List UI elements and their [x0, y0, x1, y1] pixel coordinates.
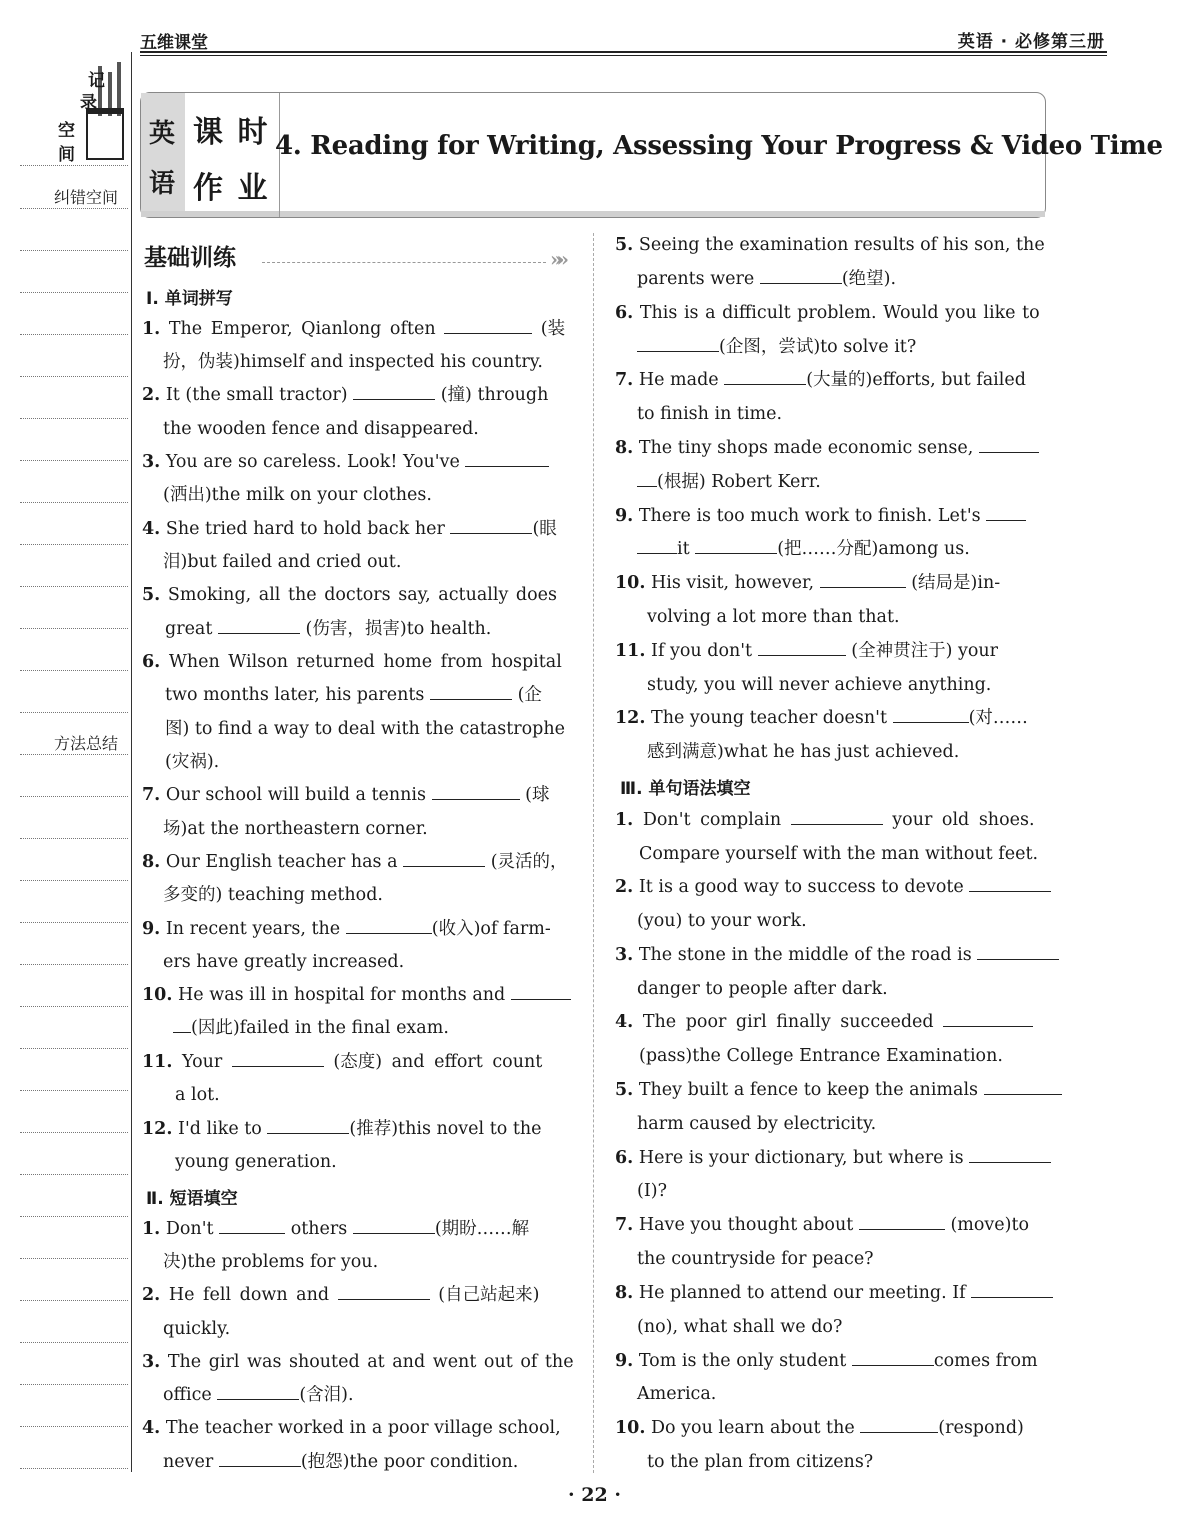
question-line: America. [637, 1384, 717, 1404]
subject-char: 语 [149, 169, 176, 199]
question-line: 8. He planned to attend our meeting. If [615, 1282, 1053, 1304]
question-line: danger to people after dark. [637, 979, 888, 999]
section-title: 基础训练 [144, 245, 236, 271]
note-char: 空 [58, 121, 75, 141]
margin-dotted-line [20, 1342, 128, 1343]
margin-dotted-line [20, 502, 128, 503]
section-dashed-rule [262, 262, 546, 263]
lesson-banner [140, 92, 1163, 218]
column-divider [593, 233, 594, 1473]
margin-dotted-line [20, 250, 128, 251]
question-line: 多变的) teaching method. [163, 885, 383, 905]
margin-dotted-line [20, 754, 128, 755]
question-line: 感到满意)what he has just achieved. [647, 742, 960, 762]
question-line: 11. If you don't (全神贯注于) your [615, 641, 999, 661]
margin-dotted-line [20, 544, 128, 545]
question-line: young generation. [175, 1152, 337, 1172]
question-line: 10. His visit, however, (结局是)in- [615, 573, 1001, 593]
question-line: 9. There is too much work to finish. Let's [615, 505, 1026, 527]
margin-dotted-line [20, 628, 128, 629]
question-line: 3. You are so careless. Look! You've [142, 451, 549, 473]
margin-dotted-line [20, 1300, 128, 1301]
question-line: it (把……分配)among us. [637, 538, 970, 560]
margin-dotted-line [20, 334, 128, 335]
question-line: 2. It is a good way to success to devote [615, 876, 1051, 898]
margin-dotted-line [20, 964, 128, 965]
question-line: the wooden fence and disappeared. [163, 419, 479, 439]
margin-dotted-line [20, 376, 128, 377]
question-line: never (抱怨)the poor condition. [163, 1452, 519, 1472]
question-line: (因此)failed in the final exam. [173, 1017, 449, 1039]
margin-dotted-line [20, 1174, 128, 1175]
chevron-right-icon: »» [550, 247, 563, 271]
note-char: 间 [58, 145, 75, 165]
margin-dotted-line [20, 1216, 128, 1217]
question-line: 7. Our school will build a tennis (球 [142, 785, 550, 805]
margin-dotted-line [20, 418, 128, 419]
margin-dotted-line [20, 838, 128, 839]
margin-label-methods: 方法总结 [54, 734, 119, 753]
question-line: (no), what shall we do? [637, 1317, 843, 1337]
question-line: 10. He was ill in hospital for months and [142, 984, 571, 1006]
margin-dotted-line [20, 292, 128, 293]
question-line: volving a lot more than that. [647, 607, 900, 627]
margin-dotted-line [20, 1384, 128, 1385]
question-line: 4. The poor girl finally succeeded [615, 1011, 1033, 1033]
margin-dotted-line [20, 460, 128, 461]
margin-dotted-line [20, 586, 128, 587]
book-series-title: 五维课堂 [140, 33, 208, 53]
question-line: 6. Here is your dictionary, but where is [615, 1147, 1051, 1169]
question-line: 图) to find a way to deal with the catastrophe [165, 719, 565, 739]
book-volume-title: 英语 · 必修第三册 [957, 32, 1105, 52]
margin-dotted-line [20, 1258, 128, 1259]
assignment-label: 作 业 [193, 171, 270, 206]
question-line: 5. They built a fence to keep the animals [615, 1079, 1062, 1101]
question-line: 2. He fell down and (自己站起来) [142, 1285, 540, 1305]
question-line: 9. In recent years, the (收入)of farm- [142, 919, 551, 939]
margin-dotted-line [20, 1048, 128, 1049]
question-line: 决)the problems for you. [163, 1252, 379, 1272]
question-line: 2. It (the small tractor) (撞) through [142, 385, 549, 405]
question-line: 11. Your (态度) and effort count [142, 1052, 543, 1072]
question-line: (企图，尝试)to solve it? [637, 336, 916, 358]
question-line: 9. Tom is the only student comes from [615, 1351, 1038, 1371]
question-line: a lot. [175, 1085, 220, 1105]
margin-dotted-line [20, 1090, 128, 1091]
question-line: (I)? [637, 1181, 667, 1201]
question-line: ers have greatly increased. [163, 952, 405, 972]
margin-dotted-line [20, 796, 128, 797]
question-line: 8. Our English teacher has a (灵活的， [142, 852, 568, 872]
question-line: to finish in time. [637, 404, 783, 424]
part-heading: Ⅰ. 单词拼写 [146, 289, 233, 309]
question-line: to the plan from citizens? [647, 1452, 874, 1472]
question-line: study, you will never achieve anything. [647, 675, 992, 695]
part-heading: Ⅲ. 单句语法填空 [620, 779, 751, 799]
banner-shadow [141, 211, 1045, 217]
question-line: 5. Seeing the examination results of his son, the [615, 235, 1045, 255]
question-line: parents were (绝望). [637, 269, 897, 289]
question-line: the countryside for peace? [637, 1249, 874, 1269]
question-line: 7. Have you thought about (move)to [615, 1215, 1030, 1235]
question-line: 1. Don't others (期盼……解 [142, 1219, 530, 1239]
question-line: 6. This is a difficult problem. Would you like to [615, 303, 1040, 323]
question-line: 泪)but failed and cried out. [163, 552, 402, 572]
header-rule [140, 51, 1107, 53]
margin-dotted-line [20, 880, 128, 881]
question-line: Compare yourself with the man without feet. [639, 844, 1039, 864]
question-line: 1. Don't complain your old shoes. [615, 810, 1035, 830]
question-line: 3. The girl was shouted at and went out of the [142, 1352, 574, 1372]
question-line: 4. She tried hard to hold back her (眼 [142, 519, 557, 539]
question-line: 扮，伪装)himself and inspected his country. [163, 352, 543, 372]
question-line: (洒出)the milk on your clothes. [163, 485, 432, 505]
brush-pot-icon [86, 108, 124, 160]
margin-dotted-line [20, 165, 128, 166]
margin-dotted-line [20, 670, 128, 671]
question-line: 场)at the northeastern corner. [163, 819, 428, 839]
margin-dotted-line [20, 1468, 128, 1469]
question-line: great (伤害，损害)to health. [165, 619, 492, 639]
margin-dotted-line [20, 1006, 128, 1007]
question-line: 6. When Wilson returned home from hospital [142, 652, 562, 672]
question-line: 5. Smoking, all the doctors say, actually does [142, 585, 557, 605]
question-line: 3. The stone in the middle of the road is [615, 944, 1059, 966]
question-line: 10. Do you learn about the (respond) [615, 1418, 1024, 1438]
page-number: · 22 · [568, 1484, 621, 1506]
question-line: 4. The teacher worked in a poor village school, [142, 1418, 561, 1438]
header-rule-thin [140, 55, 1107, 56]
question-line: office (含泪). [163, 1385, 354, 1405]
note-char: 记 [88, 71, 105, 91]
margin-dotted-line [20, 1132, 128, 1133]
margin-label-corrections: 纠错空间 [54, 188, 119, 207]
subject-char: 英 [149, 119, 176, 149]
question-line: (根据) Robert Kerr. [637, 471, 821, 493]
assignment-label: 课 时 [193, 115, 270, 150]
question-line: two months later, his parents (企 [165, 685, 542, 705]
question-line: harm caused by electricity. [637, 1114, 877, 1134]
margin-dotted-line [20, 1426, 128, 1427]
margin-dotted-line [20, 712, 128, 713]
margin-divider [131, 52, 132, 1472]
question-line: (灾祸). [165, 752, 220, 772]
note-char: 录 [80, 93, 97, 113]
lesson-title: 4. Reading for Writing, Assessing Your Progress & Video Time [275, 131, 1163, 161]
margin-dotted-line [20, 922, 128, 923]
question-line: (pass)the College Entrance Examination. [639, 1046, 1003, 1066]
question-line: 7. He made (大量的)efforts, but failed [615, 370, 1026, 390]
part-heading: Ⅱ. 短语填空 [146, 1189, 238, 1209]
question-line: 12. The young teacher doesn't (对…… [615, 708, 1028, 728]
question-line: 1. The Emperor, Qianlong often (装 [142, 319, 566, 339]
question-line: (you) to your work. [637, 911, 807, 931]
margin-dotted-line [20, 208, 128, 209]
question-line: 8. The tiny shops made economic sense, [615, 437, 1039, 459]
question-line: quickly. [163, 1319, 231, 1339]
question-line: 12. I'd like to (推荐)this novel to the [142, 1119, 542, 1139]
